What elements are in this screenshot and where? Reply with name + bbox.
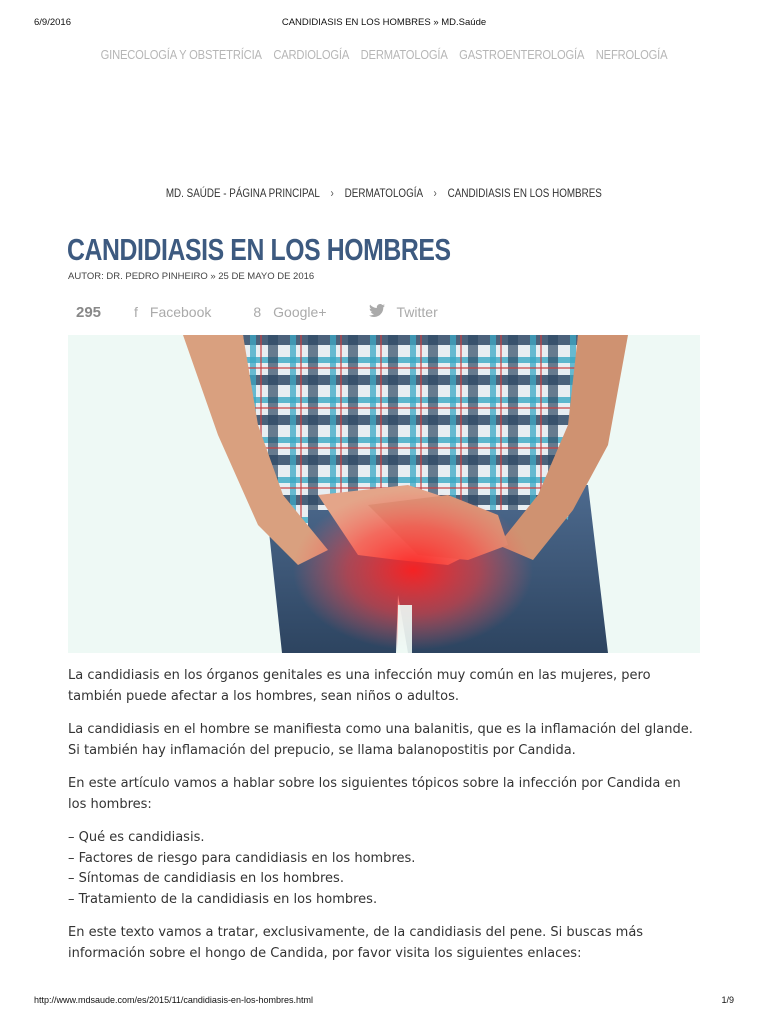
breadcrumb (0, 186, 768, 200)
nav-item-gastroenterologia[interactable]: GASTROENTEROLOGÍA (459, 47, 585, 62)
facebook-label: Facebook (149, 304, 212, 320)
paragraph-balanitis: La candidiasis en el hombre se manifiesta como una balanitis, que es la inflamación del glande. Si también hay inflamación del prepucio, se llama balanopostitis por Candida. (68, 722, 693, 758)
topics-list (68, 828, 703, 910)
paragraph-scope: En este texto vamos a tratar, exclusivamente, de la candidiasis del pene. Si buscas más información sobre el hongo de Candida, por favor visita los siguientes enlaces: (68, 925, 644, 961)
facebook-icon: f (134, 304, 138, 320)
breadcrumb-separator: › (330, 186, 334, 200)
share-count: 295 (76, 303, 102, 321)
print-url: http://www.mdsaude.com/es/2015/11/candidiasis-en-los-hombres.html (34, 995, 313, 1005)
google-plus-icon: 8 (253, 304, 262, 320)
share-bar (68, 300, 480, 324)
breadcrumb-home[interactable]: MD. SAÚDE - PÁGINA PRINCIPAL (165, 186, 320, 200)
google-share-button[interactable] (253, 304, 326, 320)
paragraph-topics: En este artículo vamos a hablar sobre los siguientes tópicos sobre la infección por Candida en los hombres: (68, 776, 681, 812)
hero-image (68, 335, 700, 653)
breadcrumb-dermatologia[interactable]: DERMATOLOGÍA (344, 186, 423, 200)
nav-item-nefrologia[interactable]: NEFROLOGÍA (595, 47, 668, 62)
page-title: CANDIDIASIS EN LOS HOMBRES (67, 232, 451, 267)
nav-item-cardiologia[interactable]: CARDIOLOGÍA (273, 47, 350, 62)
print-date: 6/9/2016 (34, 17, 71, 28)
nav-item-ginecologia[interactable]: GINECOLOGÍA Y OBSTETRÍCIA (100, 47, 262, 62)
twitter-label: Twitter (396, 304, 438, 320)
print-footer (34, 995, 734, 1005)
list-item: – Factores de riesgo para candidiasis en los hombres. (68, 850, 416, 866)
paragraph-intro: La candidiasis en los órganos genitales es una infección muy común en las mujeres, pero también puede afectar a los hombres, sean niños o adultos. (68, 668, 651, 704)
twitter-share-button[interactable] (369, 304, 438, 320)
print-title: CANDIDIASIS EN LOS HOMBRES » MD.Saúde (281, 17, 487, 28)
google-label: Google+ (273, 304, 327, 320)
breadcrumb-separator: › (433, 186, 437, 200)
article-content (68, 666, 703, 977)
nav-item-dermatologia[interactable]: DERMATOLOGÍA (360, 47, 448, 62)
facebook-share-button[interactable] (134, 304, 211, 320)
top-navigation (54, 47, 714, 62)
twitter-bird-icon (369, 304, 385, 320)
hero-illustration (68, 335, 700, 653)
list-item: – Tratamiento de la candidiasis en los hombres. (68, 891, 378, 907)
list-item: – Qué es candidiasis. (68, 830, 205, 845)
list-item: – Síntomas de candidiasis en los hombres. (68, 871, 344, 886)
article-byline: AUTOR: DR. PEDRO PINHEIRO » 25 DE MAYO DE 2016 (68, 271, 315, 282)
print-page-number: 1/9 (721, 995, 734, 1005)
breadcrumb-current[interactable]: CANDIDIASIS EN LOS HOMBRES (447, 186, 603, 200)
